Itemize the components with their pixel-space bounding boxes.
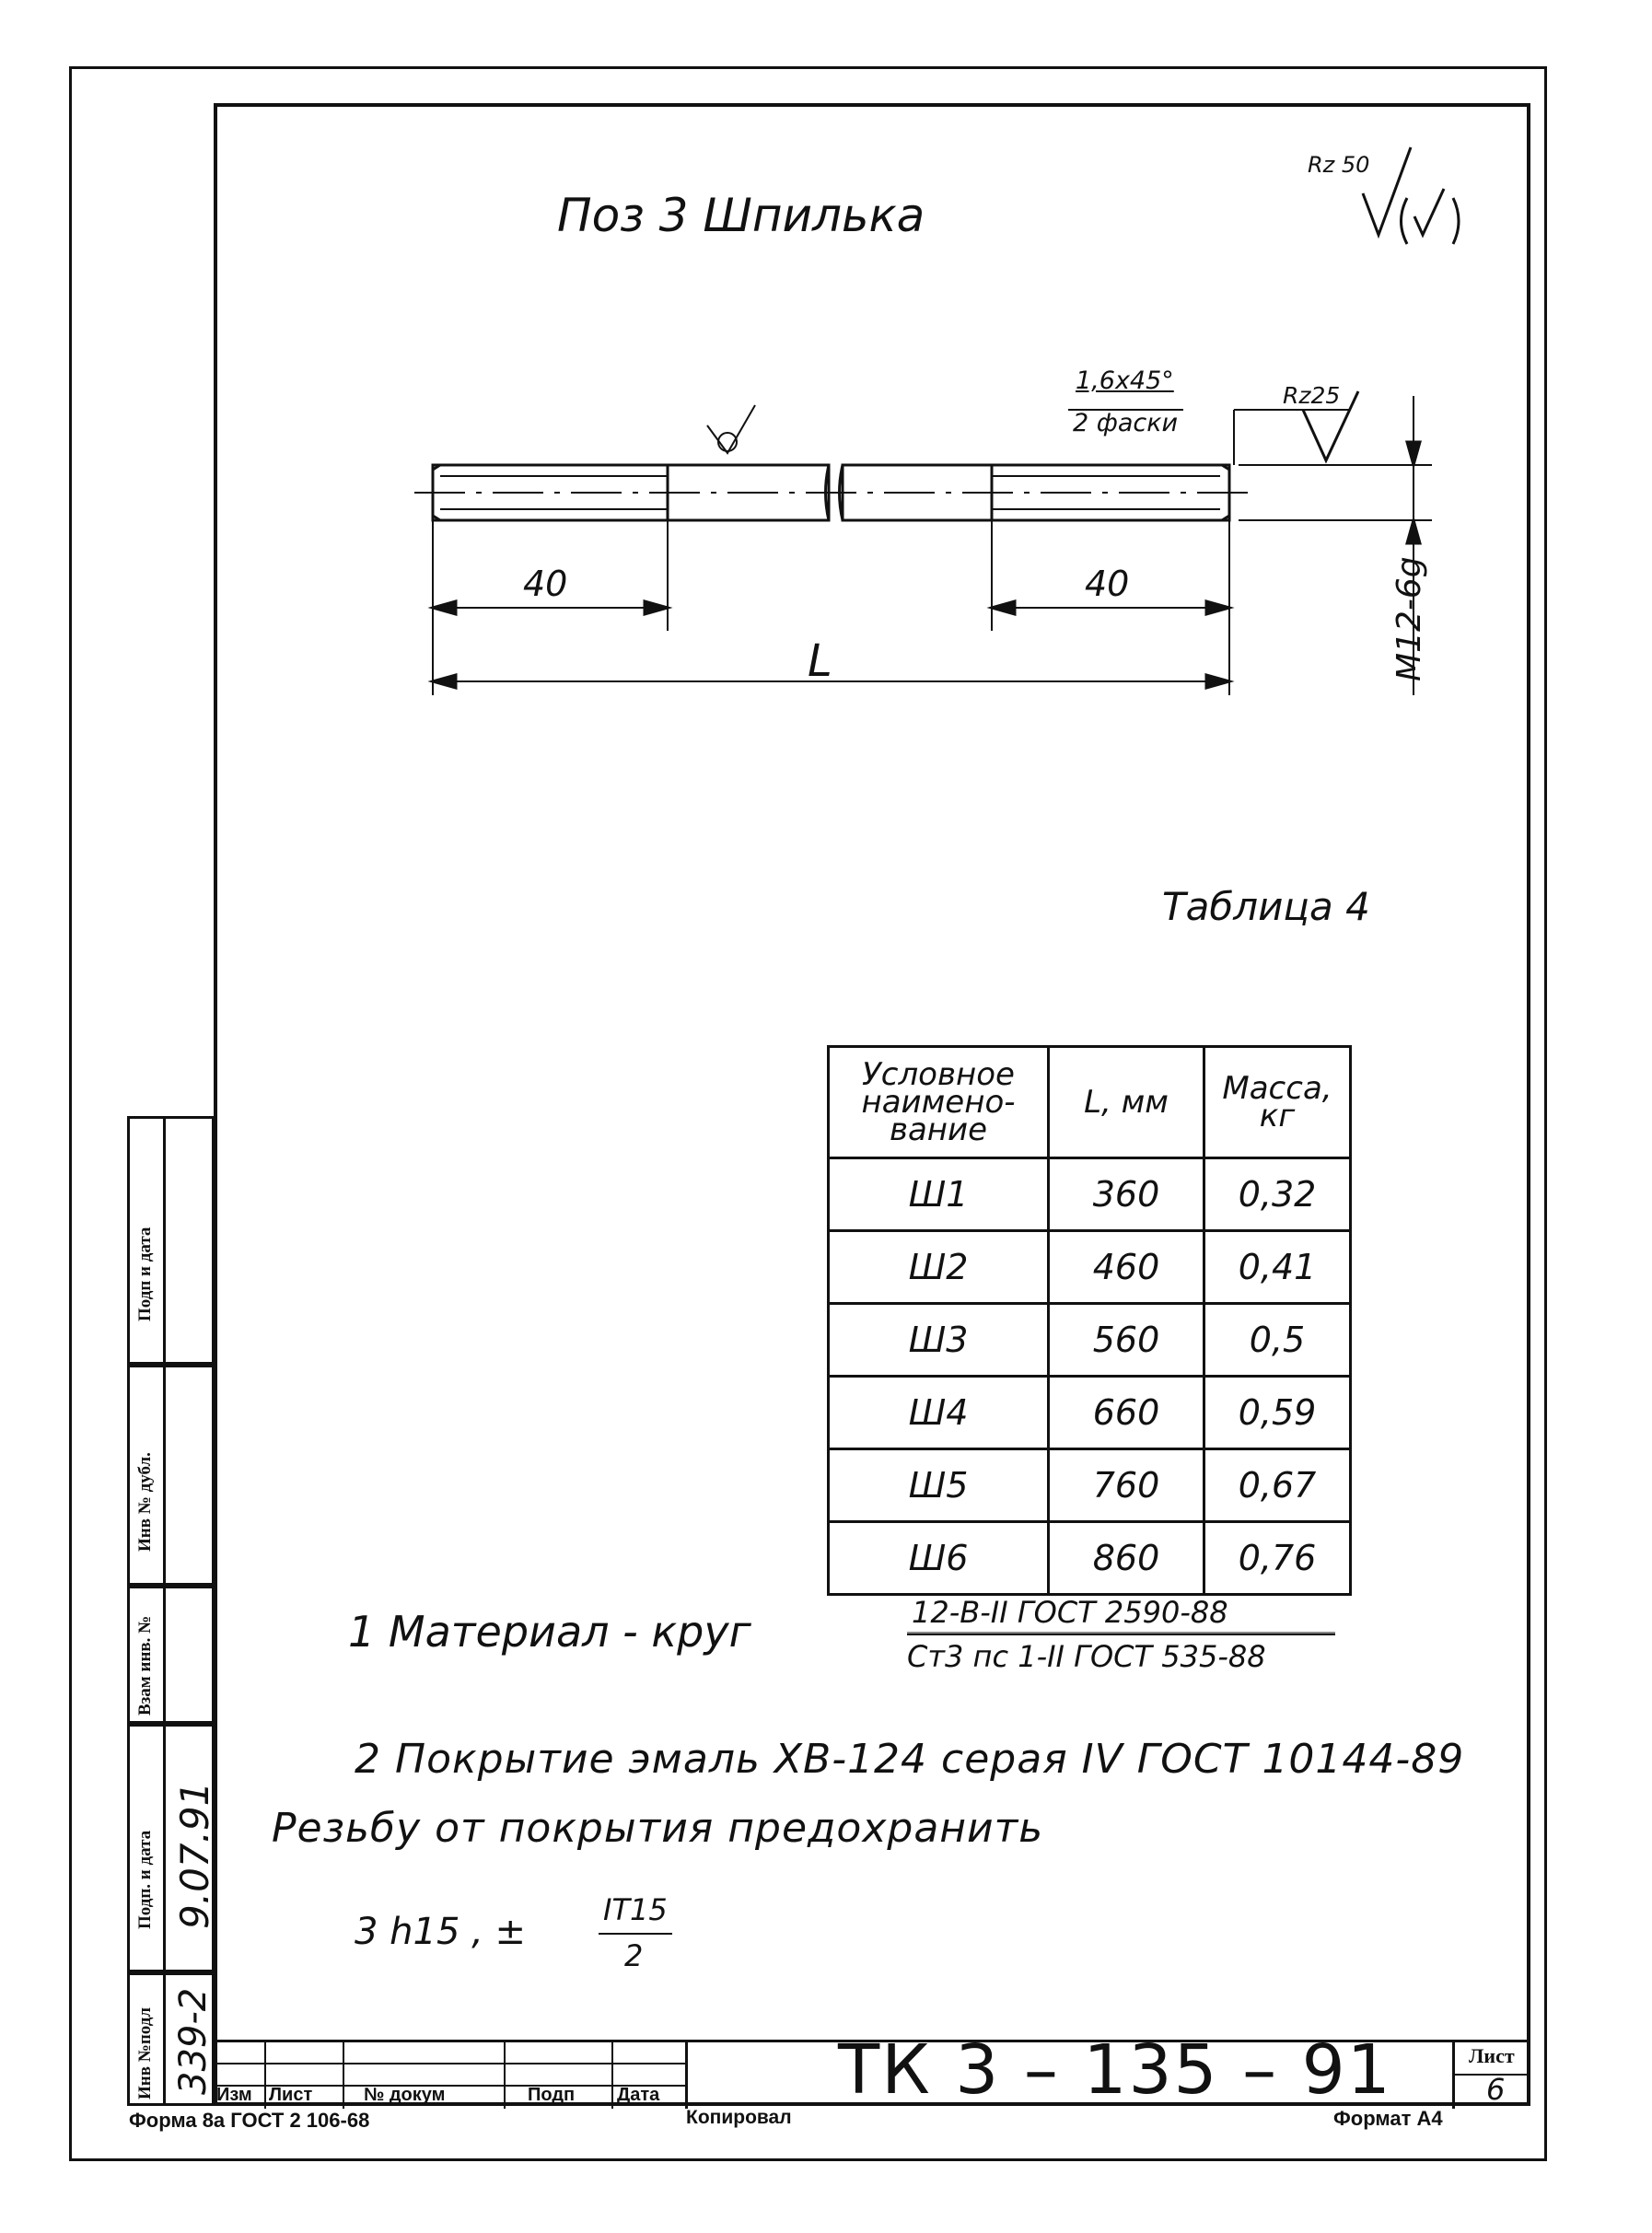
- header-length: L, мм: [1049, 1047, 1204, 1158]
- document-code: ТК 3 – 135 – 91: [838, 2030, 1392, 2110]
- dim-left-thread: 40: [523, 564, 568, 604]
- spec-table: [827, 1045, 1352, 1596]
- cell-mass: 0,67: [1204, 1449, 1351, 1522]
- cell-length: 760: [1049, 1449, 1204, 1522]
- note-coating-cont: Резьбу от покрытия предохранить: [272, 1805, 1044, 1852]
- cell-mass: 0,41: [1204, 1231, 1351, 1304]
- note-material-numerator: 12-В-II ГОСТ 2590-88: [912, 1595, 1228, 1630]
- cell-designation: Ш6: [829, 1522, 1049, 1595]
- note-tolerance: 3 h15 , ±: [355, 1911, 527, 1953]
- col-label-sign: Подп: [528, 2085, 576, 2105]
- cell-mass: 0,59: [1204, 1377, 1351, 1449]
- cell-length: 660: [1049, 1377, 1204, 1449]
- cell-designation: Ш1: [829, 1158, 1049, 1231]
- footer-copied: Копировал: [686, 2107, 792, 2128]
- cell-designation: Ш3: [829, 1304, 1049, 1377]
- thread-designation: М12-6g: [1390, 556, 1428, 681]
- cell-length: 460: [1049, 1231, 1204, 1304]
- note-coating: 2 Покрытие эмаль ХВ-124 серая IV ГОСТ 10144-89: [355, 1736, 1465, 1783]
- cell-designation: Ш5: [829, 1449, 1049, 1522]
- handwritten-date: 9.07.91: [172, 1781, 217, 1929]
- col-label-date: Дата: [617, 2085, 660, 2105]
- roughness-check-icon: [1363, 147, 1411, 235]
- table-caption: Таблица 4: [1162, 884, 1370, 929]
- stamp-label-dup-inv: Инв № дубл.: [135, 1452, 155, 1552]
- surface-finish-end: Rz25: [1283, 382, 1341, 409]
- stamp-label-sign-date-2: Подп. и дата: [135, 1830, 155, 1929]
- footer-form: Форма 8а ГОСТ 2 106-68: [129, 2109, 370, 2132]
- header-mass: Масса, кг: [1204, 1047, 1351, 1158]
- stamp-cell-dup-inv: [127, 1365, 215, 1586]
- stamp-label-repl-inv: Взам инв. №: [135, 1615, 155, 1715]
- stamp-cell-orig-inv: [127, 1972, 215, 2106]
- cell-length: 360: [1049, 1158, 1204, 1231]
- stamp-cell-sign-date-2: [127, 1724, 215, 1972]
- sheet-number: 6: [1486, 2072, 1506, 2107]
- drawing-title: Поз 3 Шпилька: [557, 189, 925, 242]
- header-designation: Условное наимено- вание: [829, 1047, 1049, 1158]
- footer-format: Формат А4: [1333, 2107, 1443, 2130]
- chamfer-note-bottom: 2 фаски: [1073, 409, 1179, 437]
- cell-length: 860: [1049, 1522, 1204, 1595]
- stamp-label-sign-date: Подп и дата: [135, 1227, 155, 1321]
- chamfer-note-top: 1,6х45°: [1076, 366, 1174, 395]
- stamp-cell-sign-date: [127, 1116, 215, 1365]
- table-row: [829, 1231, 1351, 1304]
- cell-designation: Ш4: [829, 1377, 1049, 1449]
- note-tolerance-numerator: IT15: [603, 1892, 668, 1927]
- note-material-label: 1 Материал - круг: [348, 1607, 751, 1657]
- note-material-denominator: Ст3 пс 1-II ГОСТ 535-88: [907, 1639, 1266, 1674]
- note-tolerance-denominator: 2: [624, 1938, 644, 1973]
- handwritten-inv: 339-2: [172, 1987, 215, 2095]
- surface-finish-general: Rz 50: [1308, 152, 1370, 178]
- cell-mass: 0,5: [1204, 1304, 1351, 1377]
- table-row: [829, 1522, 1351, 1595]
- table-row: [829, 1377, 1351, 1449]
- cell-designation: Ш2: [829, 1231, 1049, 1304]
- cell-length: 560: [1049, 1304, 1204, 1377]
- dim-right-thread: 40: [1085, 564, 1130, 604]
- table-header-row: [829, 1047, 1351, 1158]
- table-row: [829, 1449, 1351, 1522]
- col-label-change: Изм: [216, 2085, 252, 2105]
- col-label-doc: № докум: [364, 2085, 446, 2105]
- stamp-label-orig-inv: Инв №подл: [135, 2006, 155, 2099]
- stamp-cell-repl-inv: [127, 1586, 215, 1724]
- sheet-label: Лист: [1469, 2044, 1515, 2067]
- dim-length: L: [808, 635, 832, 687]
- cell-mass: 0,32: [1204, 1158, 1351, 1231]
- table-row: [829, 1304, 1351, 1377]
- table-row: [829, 1158, 1351, 1231]
- col-label-sheet: Лист: [269, 2085, 313, 2105]
- cell-mass: 0,76: [1204, 1522, 1351, 1595]
